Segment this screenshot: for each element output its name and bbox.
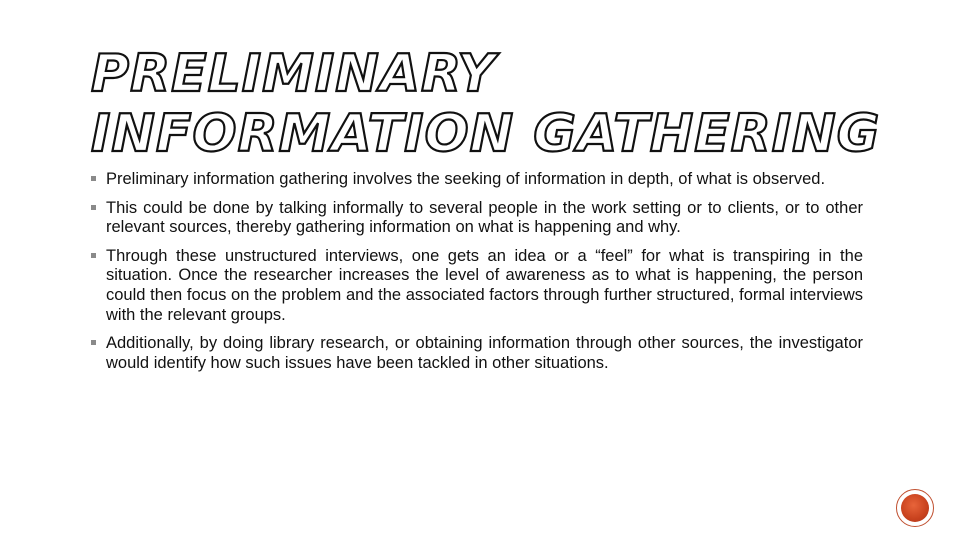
slide-title: PRELIMINARY INFORMATION GATHERING [91, 44, 881, 164]
bullet-text: This could be done by talking informally to several people in the work setting or to clients, or to other relevant sources, thereby gathering information on what is happening and why. [106, 198, 863, 237]
bullet-item-4 [91, 334, 863, 373]
bullet-text: Preliminary information gathering involves the seeking of information in depth, of what is observed. [106, 170, 826, 188]
badge-circle-icon [901, 494, 929, 522]
square-bullet-icon [91, 340, 96, 345]
bullet-item-2 [91, 199, 863, 238]
bullet-list [91, 170, 863, 382]
square-bullet-icon [91, 253, 96, 258]
square-bullet-icon [91, 205, 96, 210]
corner-badge-icon [896, 489, 934, 527]
bullet-text: Additionally, by doing library research, or obtaining information through other sources, the investigator would identify how such issues have been tackled in other situations. [106, 334, 863, 372]
square-bullet-icon [91, 176, 96, 181]
bullet-item-3 [91, 247, 863, 325]
bullet-text: Through these unstructured interviews, one gets an idea or a “feel” for what is transpiring in the situation. Once the researcher increases the level of awareness as to what is happening, the person could then focus on the problem and the associated factors through further structured, formal interviews with the relevant groups. [106, 246, 863, 324]
bullet-item-1 [91, 170, 863, 190]
